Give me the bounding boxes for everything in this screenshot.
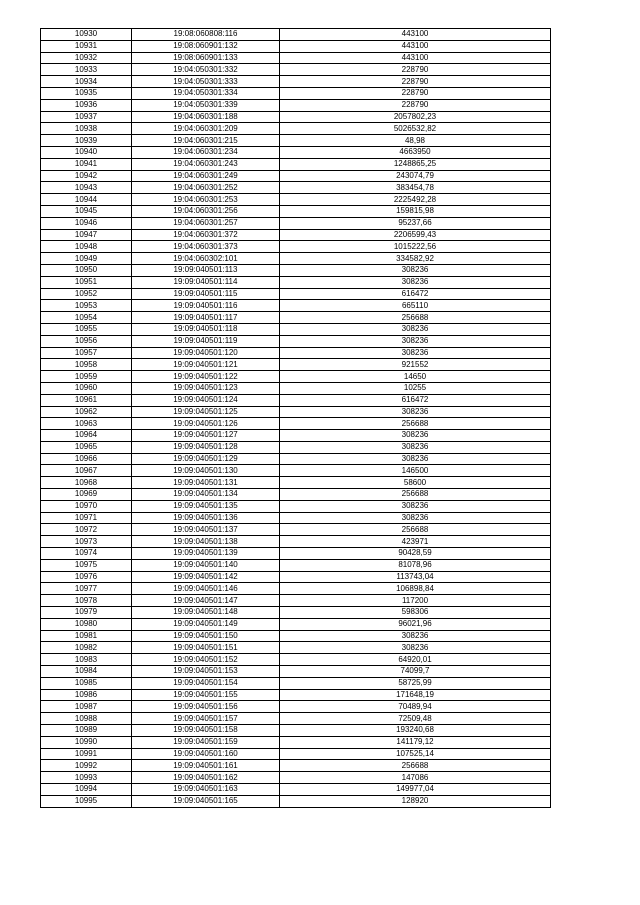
cadastral-number-cell: 19:09:040501:159 bbox=[132, 736, 280, 748]
cadastral-number-cell: 19:09:040501:154 bbox=[132, 677, 280, 689]
row-number-cell: 10948 bbox=[41, 241, 132, 253]
value-cell: 308236 bbox=[280, 453, 551, 465]
cadastral-number-cell: 19:09:040501:134 bbox=[132, 489, 280, 501]
cadastral-number-cell: 19:09:040501:163 bbox=[132, 784, 280, 796]
value-cell: 2225492,28 bbox=[280, 194, 551, 206]
value-cell: 228790 bbox=[280, 87, 551, 99]
row-number-cell: 10952 bbox=[41, 288, 132, 300]
row-number-cell: 10960 bbox=[41, 382, 132, 394]
value-cell: 64920,01 bbox=[280, 654, 551, 666]
cadastral-number-cell: 19:09:040501:125 bbox=[132, 406, 280, 418]
value-cell: 171648,19 bbox=[280, 689, 551, 701]
row-number-cell: 10982 bbox=[41, 642, 132, 654]
row-number-cell: 10940 bbox=[41, 146, 132, 158]
cadastral-number-cell: 19:09:040501:127 bbox=[132, 430, 280, 442]
value-cell: 598306 bbox=[280, 607, 551, 619]
row-number-cell: 10987 bbox=[41, 701, 132, 713]
cadastral-number-cell: 19:09:040501:126 bbox=[132, 418, 280, 430]
cadastral-number-cell: 19:09:040501:151 bbox=[132, 642, 280, 654]
cadastral-number-cell: 19:04:060301:257 bbox=[132, 217, 280, 229]
table-row bbox=[41, 52, 551, 64]
cadastral-number-cell: 19:09:040501:157 bbox=[132, 713, 280, 725]
table-row bbox=[41, 524, 551, 536]
cadastral-number-cell: 19:09:040501:160 bbox=[132, 748, 280, 760]
row-number-cell: 10978 bbox=[41, 595, 132, 607]
cadastral-number-cell: 19:09:040501:158 bbox=[132, 725, 280, 737]
value-cell: 228790 bbox=[280, 99, 551, 111]
table-row bbox=[41, 713, 551, 725]
table-row bbox=[41, 335, 551, 347]
value-cell: 106898,84 bbox=[280, 583, 551, 595]
table-row bbox=[41, 748, 551, 760]
table-row bbox=[41, 241, 551, 253]
row-number-cell: 10953 bbox=[41, 300, 132, 312]
row-number-cell: 10954 bbox=[41, 312, 132, 324]
table-row bbox=[41, 76, 551, 88]
value-cell: 1248865,25 bbox=[280, 158, 551, 170]
row-number-cell: 10943 bbox=[41, 182, 132, 194]
row-number-cell: 10979 bbox=[41, 607, 132, 619]
value-cell: 308236 bbox=[280, 347, 551, 359]
table-row bbox=[41, 300, 551, 312]
value-cell: 141179,12 bbox=[280, 736, 551, 748]
value-cell: 256688 bbox=[280, 524, 551, 536]
table-row bbox=[41, 430, 551, 442]
row-number-cell: 10991 bbox=[41, 748, 132, 760]
value-cell: 1015222,56 bbox=[280, 241, 551, 253]
row-number-cell: 10942 bbox=[41, 170, 132, 182]
table-row bbox=[41, 453, 551, 465]
table-row bbox=[41, 548, 551, 560]
table-row bbox=[41, 689, 551, 701]
cadastral-number-cell: 19:09:040501:138 bbox=[132, 536, 280, 548]
data-table bbox=[40, 28, 551, 808]
row-number-cell: 10989 bbox=[41, 725, 132, 737]
row-number-cell: 10988 bbox=[41, 713, 132, 725]
cadastral-number-cell: 19:04:050301:333 bbox=[132, 76, 280, 88]
row-number-cell: 10972 bbox=[41, 524, 132, 536]
row-number-cell: 10949 bbox=[41, 253, 132, 265]
cadastral-number-cell: 19:08:060901:132 bbox=[132, 40, 280, 52]
row-number-cell: 10932 bbox=[41, 52, 132, 64]
value-cell: 113743,04 bbox=[280, 571, 551, 583]
table-row bbox=[41, 394, 551, 406]
table-row bbox=[41, 217, 551, 229]
table-row bbox=[41, 559, 551, 571]
row-number-cell: 10970 bbox=[41, 500, 132, 512]
cadastral-number-cell: 19:04:060302:101 bbox=[132, 253, 280, 265]
cadastral-number-cell: 19:04:060301:188 bbox=[132, 111, 280, 123]
row-number-cell: 10984 bbox=[41, 666, 132, 678]
value-cell: 228790 bbox=[280, 76, 551, 88]
value-cell: 228790 bbox=[280, 64, 551, 76]
value-cell: 4663950 bbox=[280, 146, 551, 158]
value-cell: 2206599,43 bbox=[280, 229, 551, 241]
table-row bbox=[41, 64, 551, 76]
table-row bbox=[41, 29, 551, 41]
table-row bbox=[41, 784, 551, 796]
cadastral-number-cell: 19:09:040501:155 bbox=[132, 689, 280, 701]
cadastral-number-cell: 19:09:040501:148 bbox=[132, 607, 280, 619]
value-cell: 14650 bbox=[280, 371, 551, 383]
value-cell: 443100 bbox=[280, 52, 551, 64]
value-cell: 443100 bbox=[280, 29, 551, 41]
table-row bbox=[41, 229, 551, 241]
cadastral-number-cell: 19:04:060301:252 bbox=[132, 182, 280, 194]
table-row bbox=[41, 146, 551, 158]
row-number-cell: 10966 bbox=[41, 453, 132, 465]
row-number-cell: 10938 bbox=[41, 123, 132, 135]
table-row bbox=[41, 725, 551, 737]
row-number-cell: 10993 bbox=[41, 772, 132, 784]
cadastral-number-cell: 19:09:040501:146 bbox=[132, 583, 280, 595]
row-number-cell: 10986 bbox=[41, 689, 132, 701]
table-row bbox=[41, 323, 551, 335]
cadastral-number-cell: 19:09:040501:120 bbox=[132, 347, 280, 359]
row-number-cell: 10935 bbox=[41, 87, 132, 99]
value-cell: 256688 bbox=[280, 418, 551, 430]
cadastral-number-cell: 19:09:040501:165 bbox=[132, 795, 280, 807]
value-cell: 308236 bbox=[280, 642, 551, 654]
table-row bbox=[41, 666, 551, 678]
row-number-cell: 10973 bbox=[41, 536, 132, 548]
table-row bbox=[41, 536, 551, 548]
row-number-cell: 10931 bbox=[41, 40, 132, 52]
cadastral-number-cell: 19:09:040501:129 bbox=[132, 453, 280, 465]
row-number-cell: 10962 bbox=[41, 406, 132, 418]
table-row bbox=[41, 135, 551, 147]
value-cell: 443100 bbox=[280, 40, 551, 52]
row-number-cell: 10992 bbox=[41, 760, 132, 772]
cadastral-number-cell: 19:09:040501:136 bbox=[132, 512, 280, 524]
row-number-cell: 10969 bbox=[41, 489, 132, 501]
table-row bbox=[41, 382, 551, 394]
row-number-cell: 10964 bbox=[41, 430, 132, 442]
row-number-cell: 10955 bbox=[41, 323, 132, 335]
row-number-cell: 10990 bbox=[41, 736, 132, 748]
value-cell: 5026532,82 bbox=[280, 123, 551, 135]
row-number-cell: 10975 bbox=[41, 559, 132, 571]
value-cell: 117200 bbox=[280, 595, 551, 607]
row-number-cell: 10956 bbox=[41, 335, 132, 347]
cadastral-number-cell: 19:04:050301:334 bbox=[132, 87, 280, 99]
value-cell: 74099,7 bbox=[280, 666, 551, 678]
table-row bbox=[41, 595, 551, 607]
table-row bbox=[41, 441, 551, 453]
table-row bbox=[41, 182, 551, 194]
table-row bbox=[41, 312, 551, 324]
row-number-cell: 10930 bbox=[41, 29, 132, 41]
row-number-cell: 10951 bbox=[41, 276, 132, 288]
row-number-cell: 10933 bbox=[41, 64, 132, 76]
cadastral-number-cell: 19:09:040501:153 bbox=[132, 666, 280, 678]
table-row bbox=[41, 477, 551, 489]
cadastral-number-cell: 19:09:040501:124 bbox=[132, 394, 280, 406]
value-cell: 58725,99 bbox=[280, 677, 551, 689]
table-row bbox=[41, 618, 551, 630]
cadastral-number-cell: 19:04:060301:243 bbox=[132, 158, 280, 170]
cadastral-number-cell: 19:09:040501:150 bbox=[132, 630, 280, 642]
table-row bbox=[41, 359, 551, 371]
cadastral-number-cell: 19:09:040501:137 bbox=[132, 524, 280, 536]
table-row bbox=[41, 760, 551, 772]
cadastral-number-cell: 19:04:060301:209 bbox=[132, 123, 280, 135]
cadastral-number-cell: 19:09:040501:149 bbox=[132, 618, 280, 630]
table-body bbox=[41, 29, 551, 808]
cadastral-number-cell: 19:08:060901:133 bbox=[132, 52, 280, 64]
cadastral-number-cell: 19:09:040501:116 bbox=[132, 300, 280, 312]
value-cell: 616472 bbox=[280, 394, 551, 406]
row-number-cell: 10983 bbox=[41, 654, 132, 666]
cadastral-number-cell: 19:09:040501:123 bbox=[132, 382, 280, 394]
table-row bbox=[41, 99, 551, 111]
cadastral-number-cell: 19:09:040501:128 bbox=[132, 441, 280, 453]
value-cell: 665110 bbox=[280, 300, 551, 312]
row-number-cell: 10934 bbox=[41, 76, 132, 88]
value-cell: 159815,98 bbox=[280, 205, 551, 217]
value-cell: 308236 bbox=[280, 276, 551, 288]
cadastral-number-cell: 19:09:040501:152 bbox=[132, 654, 280, 666]
table-row bbox=[41, 371, 551, 383]
table-row bbox=[41, 264, 551, 276]
row-number-cell: 10946 bbox=[41, 217, 132, 229]
cadastral-number-cell: 19:09:040501:119 bbox=[132, 335, 280, 347]
cadastral-number-cell: 19:09:040501:114 bbox=[132, 276, 280, 288]
row-number-cell: 10965 bbox=[41, 441, 132, 453]
value-cell: 308236 bbox=[280, 630, 551, 642]
table-row bbox=[41, 677, 551, 689]
row-number-cell: 10976 bbox=[41, 571, 132, 583]
table-row bbox=[41, 512, 551, 524]
value-cell: 72509,48 bbox=[280, 713, 551, 725]
table-row bbox=[41, 406, 551, 418]
cadastral-number-cell: 19:04:050301:339 bbox=[132, 99, 280, 111]
row-number-cell: 10944 bbox=[41, 194, 132, 206]
row-number-cell: 10945 bbox=[41, 205, 132, 217]
table-row bbox=[41, 654, 551, 666]
cadastral-number-cell: 19:04:060301:372 bbox=[132, 229, 280, 241]
value-cell: 921552 bbox=[280, 359, 551, 371]
row-number-cell: 10977 bbox=[41, 583, 132, 595]
table-row bbox=[41, 630, 551, 642]
row-number-cell: 10961 bbox=[41, 394, 132, 406]
value-cell: 70489,94 bbox=[280, 701, 551, 713]
row-number-cell: 10936 bbox=[41, 99, 132, 111]
value-cell: 146500 bbox=[280, 465, 551, 477]
table-row bbox=[41, 253, 551, 265]
cadastral-number-cell: 19:09:040501:161 bbox=[132, 760, 280, 772]
row-number-cell: 10980 bbox=[41, 618, 132, 630]
value-cell: 95237,66 bbox=[280, 217, 551, 229]
value-cell: 193240,68 bbox=[280, 725, 551, 737]
table-row bbox=[41, 772, 551, 784]
value-cell: 383454,78 bbox=[280, 182, 551, 194]
cadastral-number-cell: 19:09:040501:140 bbox=[132, 559, 280, 571]
table-row bbox=[41, 276, 551, 288]
value-cell: 81078,96 bbox=[280, 559, 551, 571]
row-number-cell: 10957 bbox=[41, 347, 132, 359]
row-number-cell: 10939 bbox=[41, 135, 132, 147]
cadastral-number-cell: 19:09:040501:118 bbox=[132, 323, 280, 335]
cadastral-number-cell: 19:09:040501:139 bbox=[132, 548, 280, 560]
value-cell: 308236 bbox=[280, 335, 551, 347]
cadastral-number-cell: 19:09:040501:117 bbox=[132, 312, 280, 324]
value-cell: 616472 bbox=[280, 288, 551, 300]
table-row bbox=[41, 87, 551, 99]
table-row bbox=[41, 194, 551, 206]
cadastral-number-cell: 19:04:060301:234 bbox=[132, 146, 280, 158]
value-cell: 10255 bbox=[280, 382, 551, 394]
row-number-cell: 10947 bbox=[41, 229, 132, 241]
table-row bbox=[41, 170, 551, 182]
value-cell: 96021,96 bbox=[280, 618, 551, 630]
table-row bbox=[41, 795, 551, 807]
row-number-cell: 10974 bbox=[41, 548, 132, 560]
cadastral-number-cell: 19:09:040501:142 bbox=[132, 571, 280, 583]
cadastral-number-cell: 19:04:050301:332 bbox=[132, 64, 280, 76]
value-cell: 147086 bbox=[280, 772, 551, 784]
cadastral-number-cell: 19:09:040501:121 bbox=[132, 359, 280, 371]
cadastral-number-cell: 19:09:040501:113 bbox=[132, 264, 280, 276]
cadastral-number-cell: 19:09:040501:130 bbox=[132, 465, 280, 477]
value-cell: 256688 bbox=[280, 760, 551, 772]
table-row bbox=[41, 158, 551, 170]
row-number-cell: 10937 bbox=[41, 111, 132, 123]
cadastral-number-cell: 19:09:040501:156 bbox=[132, 701, 280, 713]
row-number-cell: 10971 bbox=[41, 512, 132, 524]
table-row bbox=[41, 571, 551, 583]
table-row bbox=[41, 347, 551, 359]
value-cell: 334582,92 bbox=[280, 253, 551, 265]
value-cell: 308236 bbox=[280, 406, 551, 418]
row-number-cell: 10994 bbox=[41, 784, 132, 796]
row-number-cell: 10968 bbox=[41, 477, 132, 489]
row-number-cell: 10967 bbox=[41, 465, 132, 477]
value-cell: 243074,79 bbox=[280, 170, 551, 182]
value-cell: 149977,04 bbox=[280, 784, 551, 796]
cadastral-number-cell: 19:09:040501:115 bbox=[132, 288, 280, 300]
row-number-cell: 10963 bbox=[41, 418, 132, 430]
value-cell: 107525,14 bbox=[280, 748, 551, 760]
value-cell: 256688 bbox=[280, 312, 551, 324]
value-cell: 308236 bbox=[280, 512, 551, 524]
table-row bbox=[41, 642, 551, 654]
table-row bbox=[41, 607, 551, 619]
row-number-cell: 10981 bbox=[41, 630, 132, 642]
cadastral-number-cell: 19:04:060301:215 bbox=[132, 135, 280, 147]
value-cell: 58600 bbox=[280, 477, 551, 489]
value-cell: 308236 bbox=[280, 441, 551, 453]
table-row bbox=[41, 465, 551, 477]
value-cell: 256688 bbox=[280, 489, 551, 501]
cadastral-number-cell: 19:09:040501:122 bbox=[132, 371, 280, 383]
value-cell: 308236 bbox=[280, 323, 551, 335]
value-cell: 308236 bbox=[280, 430, 551, 442]
row-number-cell: 10941 bbox=[41, 158, 132, 170]
table-row bbox=[41, 40, 551, 52]
cadastral-number-cell: 19:04:060301:249 bbox=[132, 170, 280, 182]
cadastral-number-cell: 19:08:060808:116 bbox=[132, 29, 280, 41]
table-row bbox=[41, 111, 551, 123]
cadastral-number-cell: 19:04:060301:256 bbox=[132, 205, 280, 217]
row-number-cell: 10985 bbox=[41, 677, 132, 689]
table-row bbox=[41, 701, 551, 713]
value-cell: 423971 bbox=[280, 536, 551, 548]
cadastral-number-cell: 19:04:060301:373 bbox=[132, 241, 280, 253]
value-cell: 128920 bbox=[280, 795, 551, 807]
table-row bbox=[41, 205, 551, 217]
table-row bbox=[41, 123, 551, 135]
cadastral-number-cell: 19:09:040501:131 bbox=[132, 477, 280, 489]
table-row bbox=[41, 288, 551, 300]
row-number-cell: 10959 bbox=[41, 371, 132, 383]
table-row bbox=[41, 736, 551, 748]
table-row bbox=[41, 489, 551, 501]
value-cell: 308236 bbox=[280, 264, 551, 276]
cadastral-number-cell: 19:09:040501:147 bbox=[132, 595, 280, 607]
cadastral-number-cell: 19:04:060301:253 bbox=[132, 194, 280, 206]
value-cell: 2057802,23 bbox=[280, 111, 551, 123]
cadastral-number-cell: 19:09:040501:135 bbox=[132, 500, 280, 512]
row-number-cell: 10950 bbox=[41, 264, 132, 276]
table-row bbox=[41, 583, 551, 595]
row-number-cell: 10995 bbox=[41, 795, 132, 807]
cadastral-number-cell: 19:09:040501:162 bbox=[132, 772, 280, 784]
row-number-cell: 10958 bbox=[41, 359, 132, 371]
value-cell: 308236 bbox=[280, 500, 551, 512]
value-cell: 48,98 bbox=[280, 135, 551, 147]
table-row bbox=[41, 418, 551, 430]
value-cell: 90428,59 bbox=[280, 548, 551, 560]
table-row bbox=[41, 500, 551, 512]
